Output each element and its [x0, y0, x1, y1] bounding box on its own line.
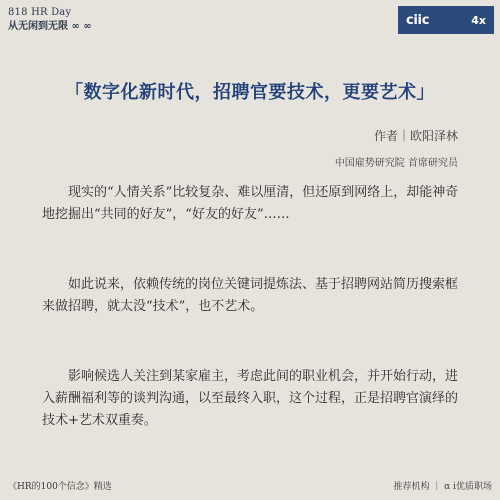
paragraph-1: 现实的“人情关系”比较复杂、难以厘清，但还原到网络上，却能神奇地挖掘出“共同的好友”，“好友的好友”……	[42, 185, 459, 222]
logo-mark-icon: 4x	[471, 13, 486, 27]
author-line: 作者｜欧阳泽林	[373, 129, 458, 143]
paragraph-3: 影响候选人关注到某家雇主，考虑此间的职业机会，并开始行动，进入薪酬福利等的谈判沟通，以至最终入职，这个过程，正是招聘官演绎的技术+艺术双重奏。	[42, 369, 459, 428]
logo-text: ciic	[406, 12, 430, 28]
ciic-logo	[398, 6, 494, 34]
header-branding	[8, 6, 92, 34]
article-title: 「数字化新时代，招聘官要技术，更要艺术」	[65, 82, 435, 103]
event-name: 818 HR Day	[8, 7, 72, 18]
paragraph-2: 如此说来，依赖传统的岗位关键词提炼法、基于招聘网站简历搜索框来做招聘，就太没“技术”，也不艺术。	[42, 277, 459, 314]
footer-recommender: 推荐机构 ｜ α i优质职场	[393, 482, 492, 492]
footer-source: 《HR的100个信念》精选	[8, 482, 112, 492]
event-tagline: 从无闲到无限 ∞ ∞	[8, 21, 92, 32]
author-affiliation: 中国雇势研究院 首席研究员	[334, 158, 458, 169]
